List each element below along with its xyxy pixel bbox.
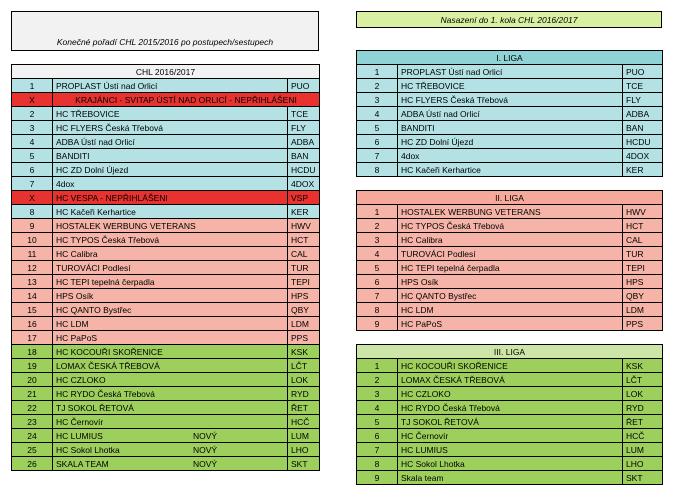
right-title: Nasazení do 1. kola CHL 2016/2017	[440, 14, 578, 25]
team-name: HC TYPOS Česká Třebová	[56, 234, 160, 245]
team-name-cell	[53, 345, 288, 359]
table-row	[12, 345, 320, 359]
team-code-cell: HCDU	[288, 163, 320, 177]
team-code-cell: ADBA	[623, 107, 663, 121]
table-row	[12, 79, 320, 93]
team-code-cell: ŘET	[288, 401, 320, 415]
table-row	[357, 261, 663, 275]
rank-cell: 26	[12, 457, 53, 471]
team-name-cell: KRAJÁNCI - SVITAP ÚSTÍ NAD ORLICÍ - NEPŘIHLÁŠENI	[53, 93, 320, 107]
league1-header: I. LIGA	[357, 51, 663, 65]
team-name-cell: PROPLAST Ústí nad Orlicí	[398, 65, 623, 79]
table-row	[357, 233, 663, 247]
table-row	[12, 247, 320, 261]
rank-cell: 17	[12, 331, 53, 345]
team-code-cell: ŘET	[623, 415, 663, 429]
team-name-cell: HC Kačeři Kerhartice	[398, 163, 623, 177]
table-row	[357, 163, 663, 177]
team-name: 4dox	[56, 178, 75, 189]
rank-cell: 12	[12, 261, 53, 275]
table-row	[12, 177, 320, 191]
team-name-cell	[53, 457, 288, 471]
team-name-cell	[53, 191, 288, 205]
team-code-cell: HCČ	[288, 415, 320, 429]
table-row	[357, 429, 663, 443]
table-row	[357, 415, 663, 429]
team-code-cell: CAL	[623, 233, 663, 247]
team-name: HC TŘEBOVICE	[56, 108, 120, 119]
table-row	[12, 261, 320, 275]
table-row	[12, 135, 320, 149]
table-row	[357, 303, 663, 317]
rank-cell: 5	[12, 149, 53, 163]
team-code-cell: HWV	[623, 205, 663, 219]
rank-cell: 22	[12, 401, 53, 415]
team-name-cell	[53, 387, 288, 401]
table-row	[357, 359, 663, 373]
seed-cell: 3	[357, 387, 398, 401]
team-name-cell: HC LUMIUS	[398, 443, 623, 457]
league3-table	[356, 344, 663, 485]
table-row	[12, 289, 320, 303]
rank-cell: 11	[12, 247, 53, 261]
seed-cell: 4	[357, 107, 398, 121]
team-code-cell: PPS	[288, 331, 320, 345]
team-code-cell: TCE	[288, 107, 320, 121]
table-row	[12, 359, 320, 373]
standings-table	[11, 64, 320, 471]
team-code-cell: HPS	[288, 289, 320, 303]
team-name-cell	[53, 205, 288, 219]
team-code-cell: QBY	[288, 303, 320, 317]
team-name-cell	[53, 275, 288, 289]
team-name-cell	[53, 233, 288, 247]
team-code-cell: LUM	[288, 429, 320, 443]
table-row	[357, 401, 663, 415]
team-code-cell: PUO	[623, 65, 663, 79]
team-name-cell	[53, 135, 288, 149]
table-row	[12, 93, 320, 107]
league3-header: III. LIGA	[357, 345, 663, 359]
team-code-cell: LUM	[623, 443, 663, 457]
team-name-cell	[53, 289, 288, 303]
team-name: LOMAX ČESKÁ TŘEBOVÁ	[56, 360, 160, 371]
team-name: HC PaPoS	[56, 332, 98, 343]
seed-cell: 4	[357, 401, 398, 415]
rank-cell: X	[12, 191, 53, 205]
team-name-cell: ADBA Ústí nad Orlicí	[398, 107, 623, 121]
team-code-cell: SKT	[288, 457, 320, 471]
team-name: BANDITI	[56, 150, 90, 161]
team-code-cell: HCDU	[623, 135, 663, 149]
team-name-cell	[53, 443, 288, 457]
new-team-note: NOVÝ	[193, 458, 218, 469]
left-title: Konečné pořadí CHL 2015/2016 po postupech/sestupech	[56, 37, 274, 47]
table-row	[357, 457, 663, 471]
team-code-cell: BAN	[288, 149, 320, 163]
table-row	[12, 429, 320, 443]
team-code-cell: TUR	[623, 247, 663, 261]
table-row	[12, 121, 320, 135]
team-name: HC LUMIUS	[56, 430, 103, 441]
team-name: HC Kačeři Kerhartice	[56, 206, 136, 217]
team-name-cell: HPS Osík	[398, 275, 623, 289]
team-code-cell: KER	[288, 205, 320, 219]
seed-cell: 4	[357, 247, 398, 261]
team-name-cell: BANDITI	[398, 121, 623, 135]
team-name-cell: HC FLYERS Česká Třebová	[398, 93, 623, 107]
table-row	[12, 149, 320, 163]
seed-cell: 3	[357, 93, 398, 107]
team-code-cell: HCČ	[623, 429, 663, 443]
team-name-cell	[53, 163, 288, 177]
team-name-cell: HOSTALEK WERBUNG VETERANS	[398, 205, 623, 219]
table-row	[12, 317, 320, 331]
team-code-cell: TCE	[623, 79, 663, 93]
table-row	[357, 135, 663, 149]
rank-cell: 13	[12, 275, 53, 289]
table-row	[357, 107, 663, 121]
team-code-cell: PPS	[623, 317, 663, 331]
team-code-cell: ADBA	[288, 135, 320, 149]
table-row	[357, 149, 663, 163]
table-row	[357, 317, 663, 331]
rank-cell: 14	[12, 289, 53, 303]
team-code-cell: 4DOX	[288, 177, 320, 191]
team-name: HC RYDO Česká Třebová	[56, 388, 155, 399]
table-row	[357, 93, 663, 107]
table-row	[12, 303, 320, 317]
team-name-cell: HC KOCOUŘI SKOŘENICE	[398, 359, 623, 373]
seed-cell: 2	[357, 373, 398, 387]
team-name-cell: 4dox	[398, 149, 623, 163]
team-name-cell: TJ SOKOL ŘETOVÁ	[398, 415, 623, 429]
table-row	[357, 373, 663, 387]
team-name: HPS Osík	[56, 290, 94, 301]
team-code-cell: RYD	[288, 387, 320, 401]
rank-cell: 10	[12, 233, 53, 247]
seed-cell: 6	[357, 429, 398, 443]
rank-cell: 1	[12, 79, 53, 93]
table-row	[12, 387, 320, 401]
seed-cell: 1	[357, 359, 398, 373]
team-code-cell: LČT	[623, 373, 663, 387]
team-code-cell: 4DOX	[623, 149, 663, 163]
table-row	[357, 443, 663, 457]
rank-cell: 21	[12, 387, 53, 401]
team-name-cell: TUROVÁCI Podlesí	[398, 247, 623, 261]
rank-cell: 6	[12, 163, 53, 177]
team-name-cell	[53, 317, 288, 331]
seed-cell: 7	[357, 443, 398, 457]
rank-cell: 3	[12, 121, 53, 135]
team-name: TJ SOKOL ŘETOVÁ	[56, 402, 134, 413]
team-name-cell	[53, 359, 288, 373]
team-name-cell: HC TEPI tepelná čerpadla	[398, 261, 623, 275]
table-row	[12, 219, 320, 233]
team-code-cell: TEPI	[623, 261, 663, 275]
team-name: HC KOCOUŘI SKOŘENICE	[56, 346, 163, 357]
team-name: PROPLAST Ústí nad Orlicí	[56, 80, 158, 91]
team-name-cell: HC CZLOKO	[398, 387, 623, 401]
team-name-cell	[53, 415, 288, 429]
table-row	[357, 471, 663, 485]
rank-cell: 16	[12, 317, 53, 331]
team-code-cell: LDM	[288, 317, 320, 331]
team-name: SKALA TEAM	[56, 458, 109, 469]
seed-cell: 9	[357, 471, 398, 485]
seed-cell: 2	[357, 219, 398, 233]
team-name-cell: HC TYPOS Česká Třebová	[398, 219, 623, 233]
team-name-cell: HC Černovír	[398, 429, 623, 443]
rank-cell: 19	[12, 359, 53, 373]
rank-cell: 20	[12, 373, 53, 387]
team-name: HC TEPI tepelná čerpadla	[56, 276, 155, 287]
rank-cell: 24	[12, 429, 53, 443]
table-row	[357, 79, 663, 93]
left-title-box	[11, 11, 319, 51]
seed-cell: 2	[357, 79, 398, 93]
table-row	[12, 373, 320, 387]
seed-cell: 5	[357, 415, 398, 429]
team-code-cell: FLY	[623, 93, 663, 107]
league1-table	[356, 50, 663, 177]
team-code-cell: KSK	[288, 345, 320, 359]
table-row	[357, 247, 663, 261]
seed-cell: 3	[357, 233, 398, 247]
table-row	[12, 163, 320, 177]
team-name-cell	[53, 401, 288, 415]
team-name-cell: LOMAX ČESKÁ TŘEBOVÁ	[398, 373, 623, 387]
team-name: HC Černovír	[56, 416, 104, 427]
team-name-cell: HC TŘEBOVICE	[398, 79, 623, 93]
team-name: HC VESPA - NEPŘIHLÁŠENI	[56, 192, 168, 203]
table-row	[357, 387, 663, 401]
standings-header: CHL 2016/2017	[12, 65, 320, 79]
team-code-cell: HWV	[288, 219, 320, 233]
team-name-cell	[53, 373, 288, 387]
table-row	[12, 205, 320, 219]
team-name-cell: HC LDM	[398, 303, 623, 317]
seed-cell: 5	[357, 121, 398, 135]
team-name-cell: HC PaPoS	[398, 317, 623, 331]
table-row	[12, 331, 320, 345]
team-name: HOSTALEK WERBUNG VETERANS	[56, 220, 196, 231]
new-team-note: NOVÝ	[193, 444, 218, 455]
team-name-cell	[53, 247, 288, 261]
team-name: HC CZLOKO	[56, 374, 106, 385]
table-row	[12, 457, 320, 471]
team-code-cell: LDM	[623, 303, 663, 317]
table-row	[357, 205, 663, 219]
rank-cell: 9	[12, 219, 53, 233]
team-code-cell: HPS	[623, 275, 663, 289]
team-code-cell: LHO	[623, 457, 663, 471]
team-code-cell: TEPI	[288, 275, 320, 289]
team-code-cell: BAN	[623, 121, 663, 135]
team-code-cell: FLY	[288, 121, 320, 135]
seed-cell: 8	[357, 303, 398, 317]
seed-cell: 9	[357, 317, 398, 331]
team-name: HC Calibra	[56, 248, 98, 259]
table-row	[12, 443, 320, 457]
team-name-cell: HC RYDO Česká Třebová	[398, 401, 623, 415]
rank-cell: 7	[12, 177, 53, 191]
team-code-cell: HCT	[623, 219, 663, 233]
league2-table	[356, 190, 663, 331]
team-name: TUROVÁCI Podlesí	[56, 262, 131, 273]
team-code-cell: LOK	[288, 373, 320, 387]
rank-cell: 8	[12, 205, 53, 219]
team-code-cell: LOK	[623, 387, 663, 401]
rank-cell: 23	[12, 415, 53, 429]
seed-cell: 8	[357, 163, 398, 177]
team-name-cell	[53, 107, 288, 121]
team-code-cell: CAL	[288, 247, 320, 261]
team-code-cell: HCT	[288, 233, 320, 247]
team-name-cell: HC Calibra	[398, 233, 623, 247]
team-code-cell: TUR	[288, 261, 320, 275]
table-row	[12, 191, 320, 205]
team-code-cell: KER	[623, 163, 663, 177]
team-name-cell	[53, 149, 288, 163]
team-name: ADBA Ústí nad Orlicí	[56, 136, 135, 147]
team-code-cell: LHO	[288, 443, 320, 457]
seed-cell: 1	[357, 65, 398, 79]
table-row	[12, 401, 320, 415]
team-name-cell	[53, 177, 288, 191]
table-row	[12, 415, 320, 429]
team-name-cell: Skala team	[398, 471, 623, 485]
team-name-cell	[53, 261, 288, 275]
table-row	[12, 107, 320, 121]
table-row	[357, 121, 663, 135]
team-code-cell: KSK	[623, 359, 663, 373]
team-name-cell	[53, 121, 288, 135]
seed-cell: 6	[357, 275, 398, 289]
rank-cell: 4	[12, 135, 53, 149]
rank-cell: X	[12, 93, 53, 107]
seed-cell: 5	[357, 261, 398, 275]
team-name-cell	[53, 79, 288, 93]
seed-cell: 6	[357, 135, 398, 149]
team-name-cell	[53, 303, 288, 317]
team-name: HC QANTO Bystřec	[56, 304, 132, 315]
team-code-cell: VSP	[288, 191, 320, 205]
team-code-cell: QBY	[623, 289, 663, 303]
table-row	[357, 275, 663, 289]
table-row	[357, 65, 663, 79]
seed-cell: 7	[357, 289, 398, 303]
team-name-cell: HC Sokol Lhotka	[398, 457, 623, 471]
team-code-cell: PUO	[288, 79, 320, 93]
rank-cell: 18	[12, 345, 53, 359]
seed-cell: 8	[357, 457, 398, 471]
rank-cell: 2	[12, 107, 53, 121]
team-name-cell: HC QANTO Bystřec	[398, 289, 623, 303]
seed-cell: 1	[357, 205, 398, 219]
team-code-cell: LČT	[288, 359, 320, 373]
team-name: HC Sokol Lhotka	[56, 444, 120, 455]
table-row	[357, 219, 663, 233]
team-name-cell	[53, 331, 288, 345]
team-name: HC LDM	[56, 318, 89, 329]
team-code-cell: SKT	[623, 471, 663, 485]
rank-cell: 25	[12, 443, 53, 457]
team-name-cell	[53, 219, 288, 233]
league2-header: II. LIGA	[357, 191, 663, 205]
right-title-box	[356, 11, 662, 28]
team-name-cell	[53, 429, 288, 443]
new-team-note: NOVÝ	[193, 430, 218, 441]
team-name-cell: HC ZD Dolní Újezd	[398, 135, 623, 149]
table-row	[12, 233, 320, 247]
rank-cell: 15	[12, 303, 53, 317]
seed-cell: 7	[357, 149, 398, 163]
team-code-cell: RYD	[623, 401, 663, 415]
table-row	[357, 289, 663, 303]
team-name: HC FLYERS Česká Třebová	[56, 122, 163, 133]
table-row	[12, 275, 320, 289]
team-name: HC ZD Dolní Újezd	[56, 164, 129, 175]
